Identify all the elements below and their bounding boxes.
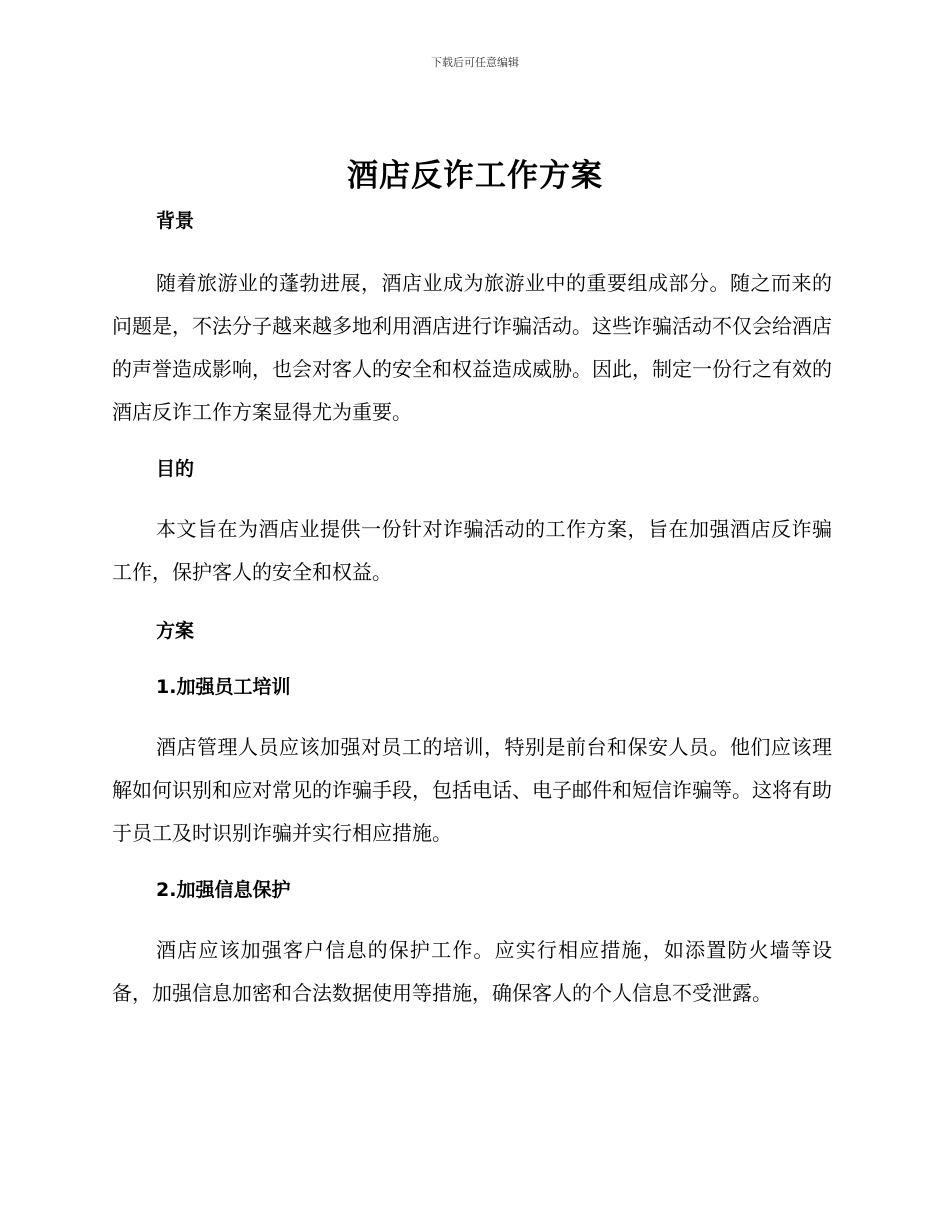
document-title: 酒店反诈工作方案 — [347, 158, 603, 194]
section-heading-background: 背景 — [156, 210, 195, 232]
section-heading-purpose: 目的 — [156, 458, 195, 480]
paragraph-purpose: 本文旨在为酒店业提供一份针对诈骗活动的工作方案，旨在加强酒店反诈骗工作，保护客人的安全和权益。 — [112, 517, 832, 584]
section-heading-item1: 1.加强员工培训 — [156, 676, 291, 698]
paragraph-item2: 酒店应该加强客户信息的保护工作。应实行相应措施，如添置防火墙等设备，加强信息加密和合法数据使用等措施，确保客人的个人信息不受泄露。 — [112, 938, 832, 1005]
paragraph-item1: 酒店管理人员应该加强对员工的培训，特别是前台和保安人员。他们应该理解如何识别和应对常见的诈骗手段，包括电话、电子邮件和短信诈骗等。这将有助于员工及时识别诈骗并实行相应措施。 — [112, 735, 832, 845]
section-heading-item2: 2.加强信息保护 — [156, 879, 291, 901]
document-body — [112, 206, 832, 1015]
header-note: 下载后可任意编辑 — [431, 56, 519, 69]
section-heading-plan: 方案 — [156, 620, 195, 642]
paragraph-background: 随着旅游业的蓬勃进展，酒店业成为旅游业中的重要组成部分。随之而来的问题是，不法分子越来越多地利用酒店进行诈骗活动。这些诈骗活动不仅会给酒店的声誉造成影响，也会对客人的安全和权益造成威胁。因此，制定一份行之有效的酒店反诈工作方案显得尤为重要。 — [112, 271, 832, 424]
